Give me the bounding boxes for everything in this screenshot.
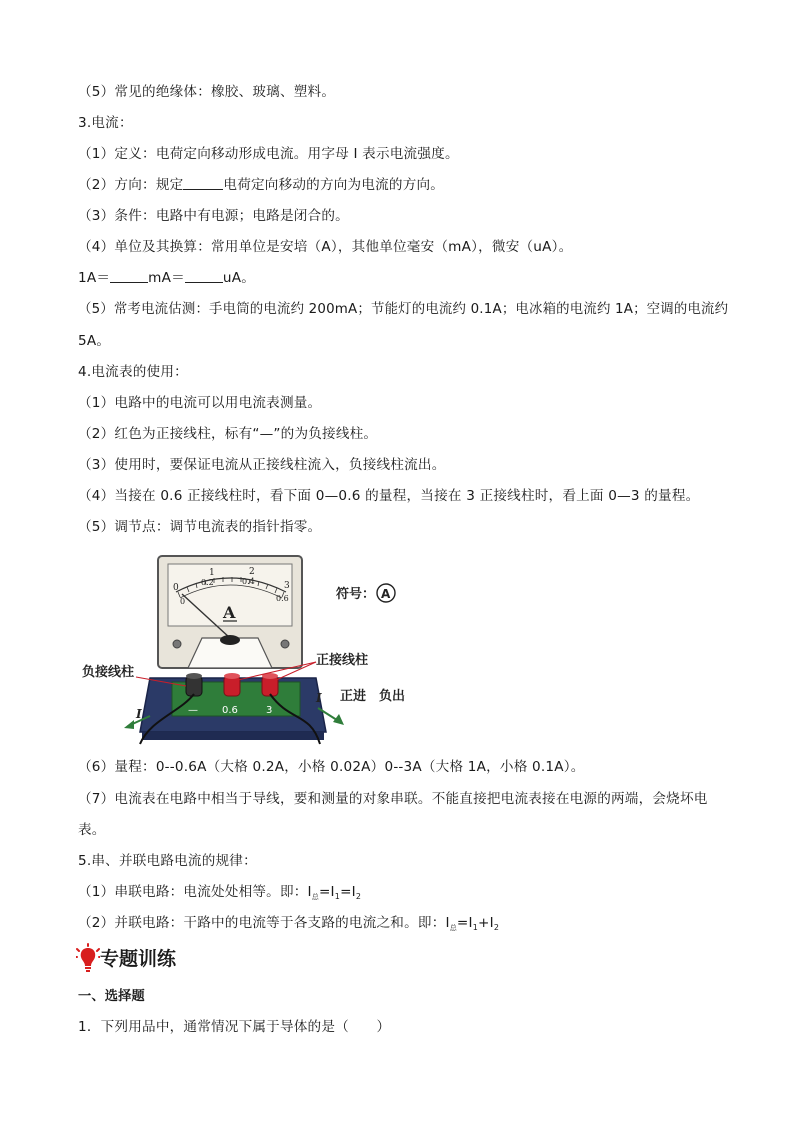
top-scale-label: 0	[173, 583, 179, 593]
text-fragment: （1）串联电路：电流处处相等。即：I	[78, 884, 312, 900]
text-line: （6）量程：0--0.6A（大格 0.2A，小格 0.02A）0--3A（大格 1A，小格 0.1A）。	[78, 759, 585, 775]
text-line	[78, 176, 444, 194]
text-line: 表。	[78, 822, 106, 838]
ammeter-symbol-letter: A	[381, 587, 391, 601]
section-title: 专题训练	[100, 948, 177, 970]
text-line: （4）当接在 0.6 正接线柱时，看下面 0—0.6 的量程，当接在 3 正接线柱时，看上面 0—3 的量程。	[78, 488, 700, 504]
terminal-label: —	[188, 705, 198, 716]
flow-label: 正进 负出	[340, 689, 406, 704]
text-line: （5）常见的绝缘体：橡胶、玻璃、塑料。	[78, 84, 336, 100]
bottom-scale-label: 0.2	[201, 578, 214, 587]
text-line: （5）常考电流估测：手电筒的电流约 200mA；节能灯的电流约 0.1A；电冰箱的电流约 1A；空调的电流约	[78, 302, 729, 317]
text-fragment: 电荷定向移动的方向为电流的方向。	[223, 177, 445, 193]
section-heading-ammeter: 4.电流表的使用：	[78, 364, 188, 380]
fill-blank[interactable]	[185, 269, 223, 283]
text-line: （7）电流表在电路中相当于导线，要和测量的对象串联。不能直接把电流表接在电源的两端，会烧坏电	[78, 791, 708, 807]
subscript: 1	[472, 923, 479, 932]
terminal-label: 0.6	[222, 705, 238, 716]
text-line: （1）定义：电荷定向移动形成电流。用字母 I 表示电流强度。	[78, 146, 459, 162]
text-line: （1）电路中的电流可以用电流表测量。	[78, 395, 322, 411]
pos-terminal-label: 正接线柱	[316, 653, 369, 668]
text-fragment: =I	[318, 884, 335, 900]
subscript: 2	[493, 923, 500, 932]
text-fragment: （2）方向：规定	[78, 177, 184, 193]
text-line	[78, 914, 499, 937]
bottom-scale-label: 0.4	[242, 577, 255, 586]
text-line	[78, 883, 361, 906]
text-line: （3）使用时，要保证电流从正接线柱流入，负接线柱流出。	[78, 457, 446, 473]
terminal-label: 3	[266, 705, 273, 716]
subscript: 总	[311, 893, 319, 901]
top-scale-label: 3	[284, 581, 290, 591]
current-letter: I	[136, 707, 142, 721]
terminal-negative	[186, 673, 202, 696]
subscript: 总	[449, 924, 457, 932]
bottom-scale-label: 0.6	[276, 594, 289, 603]
section-heading-current: 3.电流：	[78, 115, 133, 131]
lightbulb-icon	[76, 943, 100, 973]
question-section-title: 一、选择题	[78, 989, 145, 1004]
pivot	[220, 635, 240, 645]
dial-unit-letter: A	[223, 603, 236, 622]
text-line: 5A。	[78, 333, 111, 349]
top-scale-label: 2	[249, 567, 255, 577]
text-line: （3）条件：电路中有电源；电路是闭合的。	[78, 208, 349, 224]
question-text: 1．下列用品中，通常情况下属于导体的是（ ）	[78, 1019, 391, 1035]
text-fragment: 1A＝	[78, 270, 111, 286]
adjust-screw	[173, 640, 181, 648]
text-fragment: =I	[456, 915, 473, 931]
text-line	[78, 269, 255, 287]
section-heading-rules: 5.串、并联电路电流的规律：	[78, 853, 257, 869]
ammeter-figure	[80, 552, 420, 748]
base-foot	[142, 732, 324, 740]
text-fragment: uA。	[222, 270, 256, 286]
current-letter: I	[316, 691, 322, 705]
fill-blank[interactable]	[110, 269, 148, 283]
terminal-0.6	[224, 673, 240, 696]
terminal-3	[262, 673, 278, 696]
bottom-scale-label: 0	[180, 597, 186, 606]
fill-blank[interactable]	[183, 176, 223, 190]
neg-terminal-label: 负接线柱	[82, 665, 135, 680]
symbol-label: 符号：	[336, 587, 376, 602]
subscript: 2	[355, 892, 362, 901]
text-fragment: mA＝	[148, 270, 185, 286]
text-line: （2）红色为正接线柱，标有“—”的为负接线柱。	[78, 426, 378, 442]
text-line: （5）调节点：调节电流表的指针指零。	[78, 519, 322, 535]
subscript: 1	[334, 892, 341, 901]
adjust-screw	[281, 640, 289, 648]
text-fragment: =I	[340, 884, 356, 900]
text-line: （4）单位及其换算：常用单位是安培（A），其他单位毫安（mA），微安（uA）。	[78, 239, 573, 255]
text-fragment: +I	[478, 915, 494, 931]
text-fragment: （2）并联电路：干路中的电流等于各支路的电流之和。即：I	[78, 915, 450, 931]
top-scale-label: 1	[209, 568, 215, 578]
